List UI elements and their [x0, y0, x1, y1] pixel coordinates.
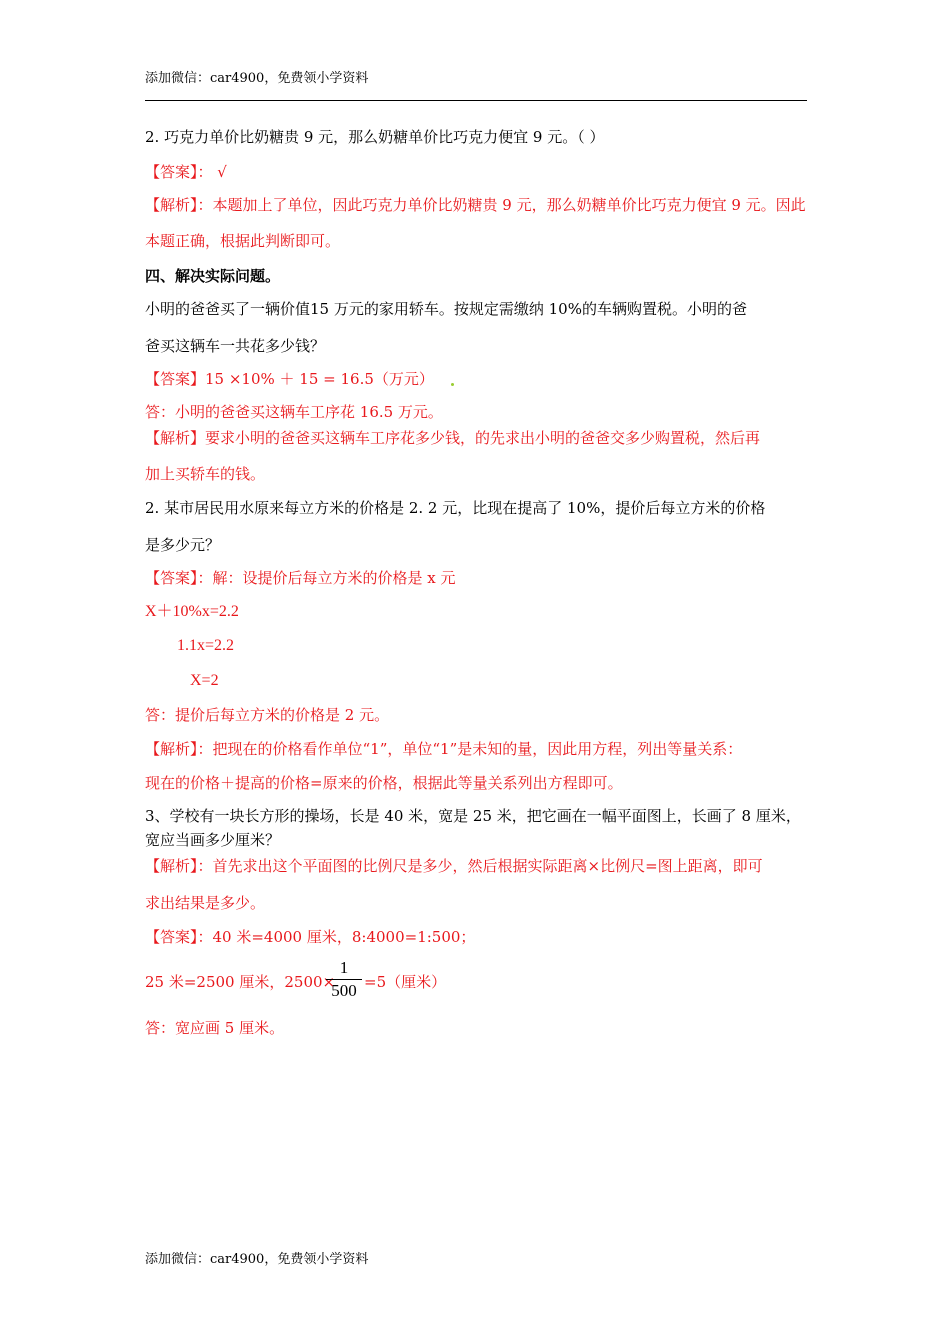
- fraction-denominator: 500: [331, 981, 357, 1000]
- page-footer: 添加微信：car4900，免费领小学资料: [145, 1252, 369, 1267]
- problem-3-text: 3、学校有一块长方形的操场，长是 40 米，宽是 25 米，把它画在一幅平面图上，长画了 8 厘米，: [145, 807, 801, 825]
- analysis-text: 本题正确，根据此判断即可。: [145, 232, 341, 250]
- problem-1-text: 爸买这辆车一共花多少钱？: [145, 337, 326, 355]
- answer-label: 【答案】：40 米=4000 厘米，8:4000=1:500；: [145, 928, 476, 946]
- answer-label: [145, 369, 454, 389]
- analysis-text: 加上买轿车的钱。: [145, 465, 266, 483]
- answer-label: 【答案】： √: [145, 163, 227, 181]
- header-divider: [145, 100, 807, 101]
- analysis-text: 【解析】要求小明的爸爸买这辆车工序花多少钱，的先求出小明的爸爸交多少购置税，然后再: [145, 429, 761, 447]
- page-header: 添加微信：car4900，免费领小学资料: [145, 71, 369, 86]
- analysis-text: 【解析】：本题加上了单位，因此巧克力单价比奶糖贵 9 元，那么奶糖单价比巧克力便宜 9 元。因此: [145, 196, 806, 214]
- answer-reply: 答：小明的爸爸买这辆车工序花 16.5 万元。: [145, 403, 443, 421]
- problem-2-text: 2. 某市居民用水原来每立方米的价格是 2. 2 元，比现在提高了 10%，提价后每立方米的价格: [145, 499, 766, 517]
- equation-line: X=2: [190, 672, 219, 689]
- answer-reply: 答：宽应画 5 厘米。: [145, 1019, 285, 1037]
- fraction-bar: [326, 979, 362, 980]
- problem-1-text: 小明的爸爸买了一辆价值15 万元的家用轿车。按规定需缴纳 10%的车辆购置税。小明的爸: [145, 300, 747, 318]
- dot-icon: [451, 383, 454, 386]
- analysis-text: 现在的价格＋提高的价格=原来的价格，根据此等量关系列出方程即可。: [145, 774, 623, 792]
- fraction-numerator: 1: [339, 958, 349, 977]
- problem-3-text: 宽应当画多少厘米？: [145, 831, 281, 849]
- problem-2-text: 是多少元？: [145, 536, 221, 554]
- answer-reply: 答：提价后每立方米的价格是 2 元。: [145, 706, 390, 724]
- fraction: [326, 958, 362, 1001]
- section-title: 四、解决实际问题。: [145, 267, 281, 285]
- answer-equation: 【答案】15 ×10% ＋ 15 = 16.5（万元）: [145, 370, 434, 388]
- analysis-text: 求出结果是多少。: [145, 894, 266, 912]
- analysis-text: 【解析】：把现在的价格看作单位“1”，单位“1”是未知的量，因此用方程，列出等量关系：: [145, 740, 743, 758]
- analysis-text: 【解析】：首先求出这个平面图的比例尺是多少，然后根据实际距离×比例尺=图上距离，即可: [145, 857, 763, 875]
- equation-line: 1.1x=2.2: [177, 637, 235, 654]
- answer-equation: 25 米=2500 厘米，2500×: [145, 973, 336, 991]
- equation-line: X＋10%x=2.2: [145, 603, 239, 620]
- answer-label: 【答案】：解：设提价后每立方米的价格是 x 元: [145, 569, 456, 587]
- question-2-judge: 2. 巧克力单价比奶糖贵 9 元，那么奶糖单价比巧克力便宜 9 元。（ ）: [145, 128, 605, 146]
- answer-equation: =5（厘米）: [364, 973, 447, 991]
